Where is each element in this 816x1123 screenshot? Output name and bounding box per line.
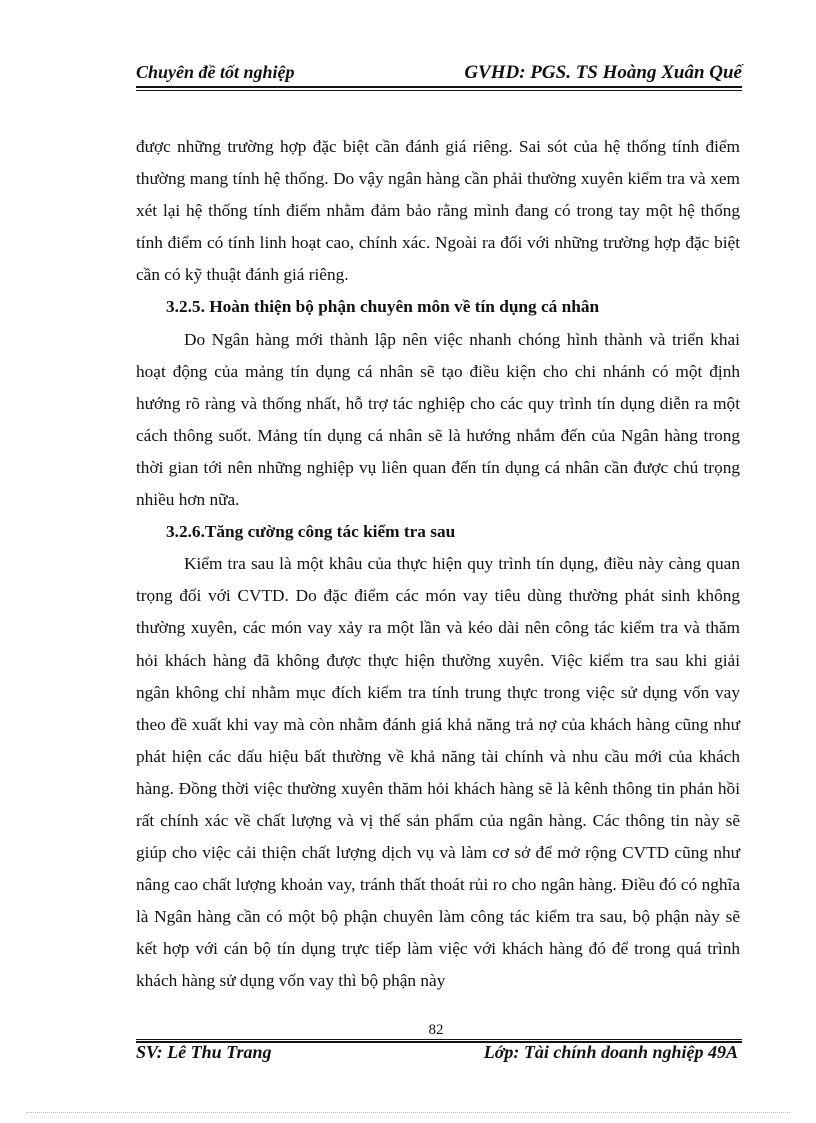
- paragraph-3: Kiểm tra sau là một khâu của thực hiện quy trình tín dụng, điều này càng quan trọng đối với CVTD. Do đặc điểm các món vay tiêu dùng thường phát sinh không thường xuyên, các món vay xảy ra một lần và kéo dài nên công tác kiểm tra và thăm hỏi khách hàng đã không được thực hiện thường xuyên. Việc kiểm tra sau khi giải ngân không chỉ nhằm mục đích kiểm tra tính trung thực trong việc sử dụng vốn vay theo đề xuất khi vay mà còn nhằm đánh giá khả năng trả nợ của khách hàng cũng như phát hiện các dấu hiệu bất thường về khả năng tài chính và nhu cầu mới của khách hàng. Đồng thời việc thường xuyên thăm hỏi khách hàng sẽ là kênh thông tin phản hồi rất chính xác về chất lượng và vị thế sản phẩm của ngân hàng. Các thông tin này sẽ giúp cho việc cải thiện chất lượng dịch vụ và làm cơ sở để mở rộng CVTD cũng như nâng cao chất lượng khoản vay, tránh thất thoát rủi ro cho ngân hàng. Điều đó có nghĩa là Ngân hàng cần có một bộ phận chuyên làm công tác kiểm tra sau, bộ phận này sẽ kết hợp với cán bộ tín dụng trực tiếp làm việc với khách hàng đó để trong quá trình khách hàng sử dụng vốn vay thì bộ phận này: [136, 554, 740, 991]
- section-heading-3-2-6: 3.2.6.Tăng cường công tác kiểm tra sau: [166, 522, 456, 542]
- page-number: 82: [428, 1022, 444, 1038]
- page-edge-dotted-line: [26, 1112, 790, 1113]
- footer-class: Lớp: Tài chính doanh nghiệp 49A: [483, 1042, 738, 1062]
- page-header: [136, 56, 742, 88]
- page-footer: [136, 1042, 742, 1068]
- body-text: [136, 131, 740, 998]
- header-rule-thin: [136, 90, 742, 91]
- header-supervisor: GVHD: PGS. TS Hoàng Xuân Quế: [464, 62, 742, 83]
- header-rule: [136, 86, 742, 88]
- header-thesis-title: Chuyên đề tốt nghiệp: [136, 62, 295, 82]
- paragraph-2: Do Ngân hàng mới thành lập nên việc nhanh chóng hình thành và triển khai hoạt động của mảng tín dụng cá nhân sẽ tạo điều kiện cho chi nhánh có một định hướng rõ ràng và thống nhất, hỗ trợ tác nghiệp cho các quy trình tín dụng diễn ra một cách thông suốt. Mảng tín dụng cá nhân sẽ là hướng nhắm đến của Ngân hàng trong thời gian tới nên những nghiệp vụ liên quan đến tín dụng cá nhân cần được chú trọng nhiều hơn nữa.: [136, 329, 740, 510]
- footer-rule-thin: [136, 1039, 742, 1040]
- footer-student: SV: Lê Thu Trang: [136, 1042, 272, 1062]
- section-heading-3-2-5: 3.2.5. Hoàn thiện bộ phận chuyên môn về tín dụng cá nhân: [166, 297, 600, 317]
- paragraph-1: được những trường hợp đặc biệt cần đánh giá riêng. Sai sót của hệ thống tính điểm thường mang tính hệ thống. Do vậy ngân hàng cần phải thường xuyên kiểm tra và xem xét lại hệ thống tính điểm nhằm đảm bảo rằng mình đang có trong tay một hệ thống tính điểm có tính linh hoạt cao, chính xác. Ngoài ra đối với những trường hợp đặc biệt cần có kỹ thuật đánh giá riêng.: [136, 137, 740, 285]
